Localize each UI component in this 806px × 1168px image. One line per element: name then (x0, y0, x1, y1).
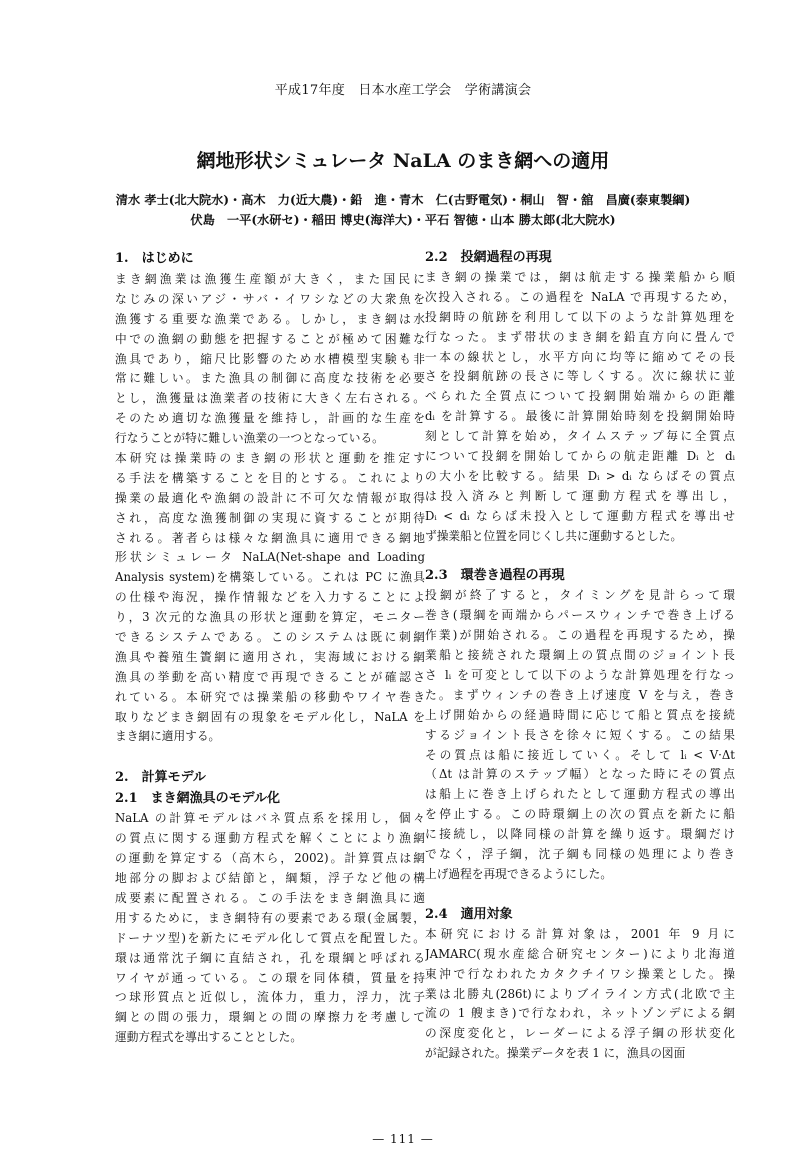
text-line: の大小を比較する。結果 Dᵢ > dᵢ ならばその質点 (425, 468, 735, 483)
text-line: 本研究における計算対象は，2001 年 9 月に (425, 926, 735, 941)
text-line: まき網の操業では，網は航走する操業船から順 (425, 270, 735, 284)
text-line: 取りなどまき網固有の現象をモデル化し，NaLA を (115, 709, 425, 724)
text-line: 用するために，まき網特有の要素である環(金属製， (115, 910, 425, 925)
text-line: つ球形質点と近似し，流体力，重力，浮力，沈子 (115, 990, 425, 1005)
section-spacer (425, 885, 735, 905)
text-line: 本研究は操業時のまき網の形状と運動を推定す (115, 451, 425, 466)
author-list-line-1: 清水 孝士(北大院水)・高木 力(近大農)・鉛 進・青木 仁(古野電気)・桐山 智・舘 昌廣(泰東製綱) (115, 193, 691, 207)
section-spacer (425, 546, 735, 566)
text-line: 漁具や養殖生簀網に適用され，実海域における網 (115, 649, 425, 664)
text-line: り，3 次元的な漁具の形状と運動を算定，モニター (115, 610, 425, 625)
text-line: そのため適切な漁獲量を維持し，計画的な生産を (115, 411, 425, 426)
text-line: まき網に適用する。 (115, 729, 221, 744)
conference-header: 平成17年度 日本水産工学会 学術講演会 (274, 83, 532, 98)
text-line: ず操業船と位置を同じくし共に運動するとした。 (425, 528, 683, 543)
text-line: Dᵢ < dᵢ ならば未投入として運動方程式を導出せ (425, 508, 735, 523)
text-line: 流の 1 艘まき)で行なわれ，ネットゾンデによる網 (425, 1006, 735, 1021)
text-line: なじみの深いアジ・サバ・イワシなどの大衆魚を (115, 291, 425, 306)
text-line: でなく，浮子綱，沈子綱も同様の処理により巻き (425, 847, 735, 862)
subsection-heading-2-2: 2.2 投網過程の再現 (425, 250, 552, 265)
right-column (425, 248, 735, 1064)
paper-title: 網地形状シミュレータ NaLA のまき網への適用 (196, 150, 610, 172)
text-line: さ lᵢ を可変として以下のような計算処理を行なっ (425, 668, 735, 683)
text-line: 一本の線状とし，水平方向に均等に縮めてその長 (425, 349, 735, 364)
page-number: — 111 — (372, 1132, 434, 1146)
text-line: 業船と接続された環綱上の質点間のジョイント長 (425, 648, 735, 663)
text-line: Analysis system)を構築している。これは PC に漁具 (115, 570, 425, 585)
subsection-heading-2-4: 2.4 適用対象 (425, 906, 513, 922)
text-line: 刻として計算を始め，タイムステップ毎に全質点 (425, 429, 735, 444)
text-line: べられた全質点について投網開始端からの距離 (425, 389, 735, 404)
left-column (115, 248, 425, 1048)
text-line: 上げ開始からの経過時間に応じて船と質点を接続 (425, 707, 735, 722)
text-line: 形状シミュレータ NaLA(Net-shape and Loading (115, 550, 425, 565)
text-line: 作業)が開始される。この過程を再現するため，操 (425, 628, 735, 643)
text-line: の深度変化と，レーダーによる浮子綱の形状変化 (425, 1026, 735, 1041)
text-line: ドーナツ型)を新たにモデル化して質点を配置した。 (115, 930, 425, 945)
subsection-heading-2-3: 2.3 環巻き過程の再現 (425, 568, 565, 584)
text-line: は投入済みと判断して運動方程式を導出し， (425, 488, 735, 503)
text-line: ワイヤが通っている。この環を同体積，質量を持 (115, 970, 425, 985)
section-body-2-1 (115, 809, 425, 1048)
text-line: 次投入される。この過程を NaLA で再現するため， (425, 289, 735, 304)
text-line: 上げ過程を再現できるようにした。 (425, 866, 613, 881)
text-line: 漁具であり，縮尺比影響のため水槽模型実験も非 (115, 351, 425, 366)
text-line: 運動方程式を導出することとした。 (115, 1030, 303, 1045)
text-line: を停止する。この時環綱上の次の質点を新たに船 (425, 807, 735, 822)
text-line: とし，漁獲量は漁業者の技術に大きく左右される。 (115, 391, 425, 406)
text-line: について投網を開始してからの航走距離 Dᵢ と dᵢ (425, 449, 735, 464)
text-line: その質点は船に接近していく。そして lᵢ < V·Δt (425, 747, 735, 762)
text-line: 業は北勝丸(286t)によりブイライン方式(北欧で主 (425, 986, 735, 1001)
text-line: に接続し，以降同様の計算を繰り返す。環綱だけ (425, 827, 735, 842)
section-body-introduction (115, 270, 425, 747)
section-heading-model: 2. 計算モデル (115, 770, 206, 786)
text-line: 環は通常沈子綱に直結され，孔を環綱と呼ばれる (115, 950, 425, 965)
text-line: さを投網航跡の長さに等しくする。次に線状に並 (425, 369, 735, 384)
section-body-2-2 (425, 268, 735, 546)
text-line: 中での漁網の動態を把握することが極めて困難な (115, 331, 425, 346)
section-body-2-4 (425, 925, 735, 1064)
text-line: される。著者らは様々な網漁具に適用できる網地 (115, 530, 425, 545)
author-list-line-2: 伏島 一平(水研セ)・稲田 博史(海洋大)・平石 智徳・山本 勝太郎(北大院水) (190, 213, 616, 227)
text-line: 巻き(環綱を両端からパースウィンチで巻き上げる (425, 608, 735, 623)
text-line: が記録された。操業データを表 1 に，漁具の図面 (425, 1046, 686, 1061)
text-line: 綱との間の張力，環綱との間の摩擦力を考慮して (115, 1010, 425, 1025)
section-spacer (115, 747, 425, 767)
text-line: の質点に関する運動方程式を解くことにより漁網 (115, 831, 425, 846)
text-line: の運動を算定する（高木ら，2002)。計算質点は網 (115, 851, 425, 866)
text-line: 操業の最適化や漁網の設計に不可欠な情報が取得 (115, 490, 425, 505)
text-line: できるシステムである。このシステムは既に刺網 (115, 630, 425, 645)
text-line: 東沖で行なわれたカタクチイワシ操業とした。操 (425, 966, 735, 981)
text-line: る手法を構築することを目的とする。これにより (115, 470, 425, 485)
text-line: 地部分の脚および結節と，綱類，浮子など他の構 (115, 871, 425, 886)
text-line: JAMARC(現水産総合研究センター)により北海道 (425, 946, 735, 961)
text-line: dᵢ を計算する。最後に計算開始時刻を投網開始時 (425, 409, 735, 424)
text-line: 行なった。まず帯状のまき網を鉛直方向に畳んで (425, 329, 735, 344)
text-line: （Δt は計算のステップ幅）となった時にその質点 (425, 767, 735, 782)
text-line: 投網が終了すると，タイミングを見計らって環 (425, 588, 735, 603)
text-line: NaLA の計算モデルはバネ質点系を採用し，個々 (115, 811, 425, 826)
text-line: 常に難しい。また漁具の制御に高度な技術を必要 (115, 371, 425, 386)
text-line: 行なうことが特に難しい漁業の一つとなっている。 (115, 431, 384, 446)
text-line: され，高度な漁獲制御の実現に資することが期待 (115, 510, 425, 525)
text-line: 漁獲する重要な漁業である。しかし，まき網は水 (115, 311, 425, 326)
section-body-2-3 (425, 586, 735, 884)
text-line: 漁具の挙動を高い精度で再現できることが確認さ (115, 669, 425, 684)
section-heading-introduction: 1. はじめに (115, 251, 194, 266)
text-line: 成要素に配置される。この手法をまき網漁具に適 (115, 890, 425, 905)
text-line: するジョイント長さを徐々に短くする。この結果 (425, 727, 735, 742)
text-line: は船上に巻き上げられたとして運動方程式の導出 (425, 787, 735, 802)
text-line: 投網時の航跡を利用して以下のような計算処理を (425, 309, 735, 324)
text-line: まき網漁業は漁獲生産額が大きく，また国民に (115, 272, 425, 286)
text-line: の仕様や海況，操作情報などを入力することによ (115, 590, 425, 605)
text-line: た。まずウィンチの巻き上げ速度 V を与え，巻き (425, 687, 735, 702)
subsection-heading-2-1: 2.1 まき網漁具のモデル化 (115, 791, 280, 807)
text-line: れている。本研究では操業船の移動やワイヤ巻き (115, 689, 425, 704)
